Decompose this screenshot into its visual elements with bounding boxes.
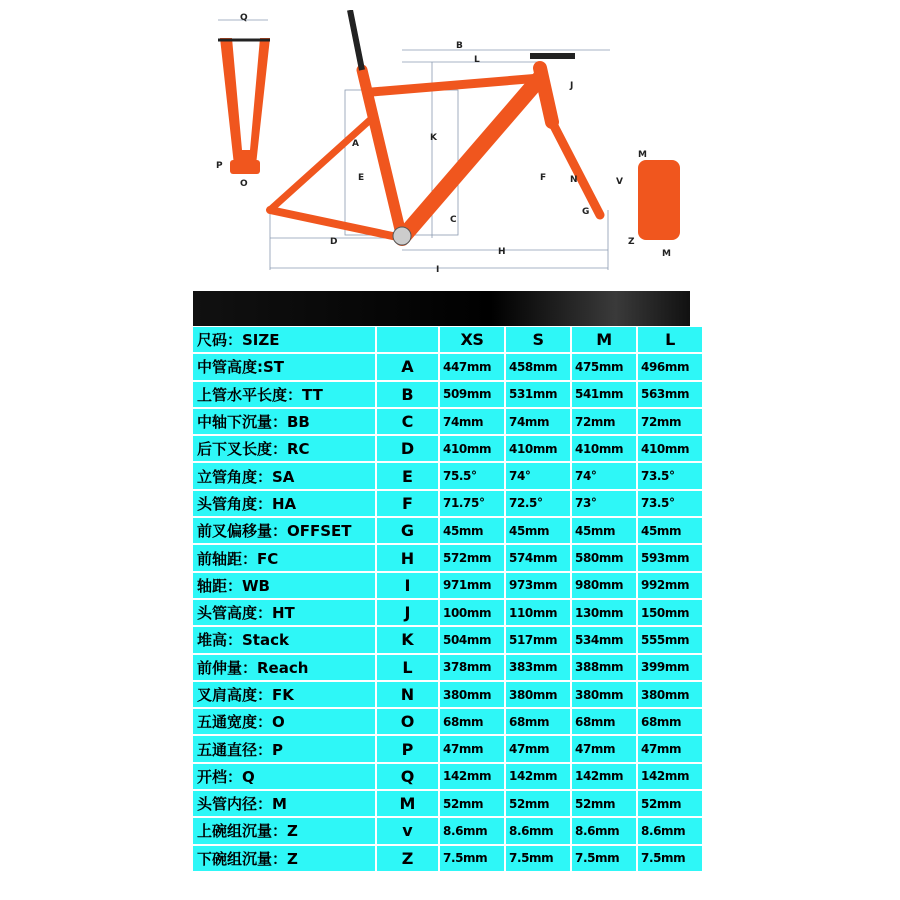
row-value: 45mm	[638, 518, 702, 543]
svg-text:I: I	[436, 265, 440, 275]
row-label: 中管高度:ST	[193, 354, 375, 379]
row-value: 475mm	[572, 354, 636, 379]
row-value: 447mm	[440, 354, 504, 379]
row-letter: D	[377, 436, 438, 461]
row-value: 75.5°	[440, 463, 504, 488]
row-value: 68mm	[638, 709, 702, 734]
row-value: 7.5mm	[440, 846, 504, 871]
row-value: 47mm	[572, 736, 636, 761]
row-value: 72mm	[572, 409, 636, 434]
row-label: 头管内径：M	[193, 791, 375, 816]
row-letter: H	[377, 545, 438, 570]
table-row	[193, 600, 702, 625]
headtube-detail	[638, 160, 680, 240]
svg-text:N: N	[570, 175, 578, 185]
row-value: 45mm	[572, 518, 636, 543]
row-value: 380mm	[440, 682, 504, 707]
row-value: 383mm	[506, 655, 570, 680]
row-value: 517mm	[506, 627, 570, 652]
row-value: 150mm	[638, 600, 702, 625]
row-label: 中轴下沉量：BB	[193, 409, 375, 434]
row-value: 380mm	[638, 682, 702, 707]
row-value: 45mm	[440, 518, 504, 543]
row-letter: J	[377, 600, 438, 625]
svg-text:C: C	[450, 215, 457, 225]
row-value: 574mm	[506, 545, 570, 570]
row-letter: B	[377, 382, 438, 407]
dimension-labels	[216, 13, 671, 275]
row-value: 496mm	[638, 354, 702, 379]
row-value: 52mm	[506, 791, 570, 816]
row-label: 上碗组沉量：Z	[193, 818, 375, 843]
row-label: 堆高：Stack	[193, 627, 375, 652]
row-value: 52mm	[638, 791, 702, 816]
row-letter: G	[377, 518, 438, 543]
row-label: 前叉偏移量：OFFSET	[193, 518, 375, 543]
row-label: 头管高度：HT	[193, 600, 375, 625]
row-value: 410mm	[638, 436, 702, 461]
row-value: 73.5°	[638, 463, 702, 488]
row-label: 后下叉长度：RC	[193, 436, 375, 461]
row-letter: P	[377, 736, 438, 761]
row-value: 410mm	[506, 436, 570, 461]
seatpost	[350, 10, 362, 70]
row-label: 下碗组沉量：Z	[193, 846, 375, 871]
row-letter: K	[377, 627, 438, 652]
row-value: 531mm	[506, 382, 570, 407]
row-label: 前伸量：Reach	[193, 655, 375, 680]
row-letter: A	[377, 354, 438, 379]
table-row	[193, 709, 702, 734]
row-label: 轴距：WB	[193, 573, 375, 598]
row-value: 399mm	[638, 655, 702, 680]
row-label: 立管角度：SA	[193, 463, 375, 488]
row-value: 72.5°	[506, 491, 570, 516]
svg-text:H: H	[498, 247, 506, 257]
table-row	[193, 764, 702, 789]
table-row	[193, 627, 702, 652]
row-value: 992mm	[638, 573, 702, 598]
svg-text:G: G	[582, 207, 590, 217]
row-value: 100mm	[440, 600, 504, 625]
row-value: 458mm	[506, 354, 570, 379]
row-value: 7.5mm	[638, 846, 702, 871]
table-row	[193, 545, 702, 570]
svg-text:Q: Q	[240, 13, 248, 23]
row-value: 73°	[572, 491, 636, 516]
table-row	[193, 791, 702, 816]
letter-header	[377, 327, 438, 352]
row-value: 378mm	[440, 655, 504, 680]
table-header-row	[193, 327, 702, 352]
row-letter: v	[377, 818, 438, 843]
row-label: 头管角度：HA	[193, 491, 375, 516]
row-value: 74mm	[506, 409, 570, 434]
row-value: 71.75°	[440, 491, 504, 516]
row-value: 74°	[572, 463, 636, 488]
row-value: 7.5mm	[572, 846, 636, 871]
table-row	[193, 409, 702, 434]
row-letter: Q	[377, 764, 438, 789]
geometry-table	[191, 325, 704, 873]
row-value: 593mm	[638, 545, 702, 570]
table-row	[193, 736, 702, 761]
row-value: 410mm	[572, 436, 636, 461]
row-value: 380mm	[506, 682, 570, 707]
svg-text:P: P	[216, 161, 223, 171]
svg-text:K: K	[430, 133, 437, 143]
row-value: 52mm	[572, 791, 636, 816]
table-row	[193, 682, 702, 707]
row-value: 971mm	[440, 573, 504, 598]
row-value: 8.6mm	[440, 818, 504, 843]
row-letter: F	[377, 491, 438, 516]
row-value: 68mm	[506, 709, 570, 734]
svg-text:A: A	[352, 139, 359, 149]
row-label: 五通宽度：O	[193, 709, 375, 734]
row-letter: I	[377, 573, 438, 598]
row-value: 8.6mm	[572, 818, 636, 843]
row-value: 142mm	[572, 764, 636, 789]
row-value: 142mm	[638, 764, 702, 789]
table-row	[193, 463, 702, 488]
row-value: 410mm	[440, 436, 504, 461]
svg-text:M: M	[662, 249, 671, 259]
row-value: 45mm	[506, 518, 570, 543]
row-value: 555mm	[638, 627, 702, 652]
row-value: 110mm	[506, 600, 570, 625]
row-value: 142mm	[440, 764, 504, 789]
svg-text:J: J	[570, 81, 574, 91]
row-label: 五通直径：P	[193, 736, 375, 761]
row-value: 380mm	[572, 682, 636, 707]
row-label: 叉肩高度：FK	[193, 682, 375, 707]
row-value: 8.6mm	[506, 818, 570, 843]
svg-text:B: B	[456, 41, 463, 51]
row-value: 47mm	[638, 736, 702, 761]
row-value: 572mm	[440, 545, 504, 570]
row-value: 534mm	[572, 627, 636, 652]
table-row	[193, 436, 702, 461]
row-value: 142mm	[506, 764, 570, 789]
svg-text:Z: Z	[628, 237, 635, 247]
svg-text:E: E	[358, 173, 365, 183]
row-value: 973mm	[506, 573, 570, 598]
table-row	[193, 818, 702, 843]
row-value: 47mm	[506, 736, 570, 761]
row-value: 388mm	[572, 655, 636, 680]
row-letter: O	[377, 709, 438, 734]
row-value: 74°	[506, 463, 570, 488]
row-value: 130mm	[572, 600, 636, 625]
bike-frame	[270, 68, 600, 238]
svg-text:D: D	[330, 237, 338, 247]
header-banner	[193, 291, 690, 326]
row-label: 开档：Q	[193, 764, 375, 789]
frame-geometry-diagram	[190, 10, 710, 280]
bottom-bracket	[393, 227, 411, 245]
table-row	[193, 382, 702, 407]
svg-text:M: M	[638, 150, 647, 160]
row-value: 580mm	[572, 545, 636, 570]
row-value: 504mm	[440, 627, 504, 652]
table-row	[193, 518, 702, 543]
size-s-header: S	[506, 327, 570, 352]
row-letter: E	[377, 463, 438, 488]
table-row	[193, 573, 702, 598]
row-letter: L	[377, 655, 438, 680]
row-value: 68mm	[440, 709, 504, 734]
row-letter: N	[377, 682, 438, 707]
row-letter: Z	[377, 846, 438, 871]
row-value: 52mm	[440, 791, 504, 816]
row-value: 980mm	[572, 573, 636, 598]
table-row	[193, 491, 702, 516]
row-label: 前轴距：FC	[193, 545, 375, 570]
row-value: 8.6mm	[638, 818, 702, 843]
table-row	[193, 846, 702, 871]
svg-text:L: L	[474, 55, 480, 65]
row-value: 7.5mm	[506, 846, 570, 871]
svg-text:F: F	[540, 173, 547, 183]
row-label: 上管水平长度：TT	[193, 382, 375, 407]
row-value: 72mm	[638, 409, 702, 434]
fork-rear-view	[220, 38, 270, 174]
svg-text:O: O	[240, 179, 248, 189]
size-header-label: 尺码：SIZE	[193, 327, 375, 352]
size-l-header: L	[638, 327, 702, 352]
row-letter: C	[377, 409, 438, 434]
row-value: 73.5°	[638, 491, 702, 516]
row-value: 68mm	[572, 709, 636, 734]
row-value: 47mm	[440, 736, 504, 761]
row-value: 74mm	[440, 409, 504, 434]
table-row	[193, 354, 702, 379]
svg-text:V: V	[616, 177, 623, 187]
size-xs-header: XS	[440, 327, 504, 352]
row-value: 541mm	[572, 382, 636, 407]
table-row	[193, 655, 702, 680]
size-m-header: M	[572, 327, 636, 352]
row-letter: M	[377, 791, 438, 816]
row-value: 563mm	[638, 382, 702, 407]
row-value: 509mm	[440, 382, 504, 407]
